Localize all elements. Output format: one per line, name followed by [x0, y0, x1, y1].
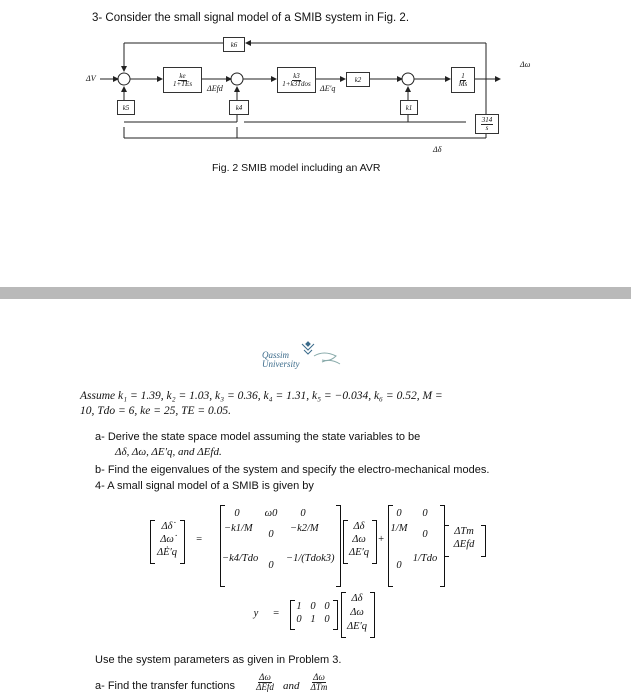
tf1: $\frac{\Delta\omega}{\text{ΔEfd}}$ — [256, 672, 274, 692]
a-13: 0 — [300, 508, 306, 519]
b-11: 0 — [396, 508, 402, 519]
efd-label: ΔEfd — [207, 84, 223, 93]
summing-junction-1 — [118, 73, 130, 85]
b-31: 0 — [396, 560, 402, 571]
out-state-1: Δδ — [351, 593, 363, 604]
a-21: −k1/M — [224, 523, 253, 534]
input-label: ΔV — [86, 74, 96, 83]
summing-junction-3 — [402, 73, 414, 85]
item-a-text: a- Derive the state space model assuming the state variables to be — [95, 431, 421, 443]
k4-block: k4 — [229, 100, 249, 115]
university-name: Qassim University — [262, 350, 300, 369]
c-22: 1 — [310, 614, 316, 625]
b-12: 0 — [422, 508, 428, 519]
delta-label: Δδ — [433, 145, 442, 154]
equals-sign: = — [195, 534, 203, 545]
b-32: 1/Tdo — [412, 553, 438, 564]
c-21: 0 — [296, 614, 302, 625]
a-11: 0 — [234, 508, 240, 519]
c-11: 1 — [296, 601, 302, 612]
output-label: Δω — [520, 60, 531, 69]
params-line-2: 10, Tdo = 6, ke = 25, TE = 0.05. — [80, 405, 232, 417]
page-separator — [0, 287, 631, 299]
inertia-block: $\frac{1}{Ms}$ — [451, 67, 475, 93]
item-b-text: b- Find the eigenvalues of the system and specify the electro-mechanical modes. — [95, 464, 490, 476]
summing-junction-2 — [231, 73, 243, 85]
equals-sign: = — [272, 608, 280, 619]
k2-block: k2 — [346, 72, 370, 87]
transfer-functions-text: a- Find the transfer functions — [95, 680, 236, 692]
y-label: y — [253, 608, 259, 619]
state-dot-2: Δω̇ — [160, 534, 174, 545]
field-block: $\frac{k3}{\text{1+k3Tdos}}$ — [277, 67, 316, 93]
state-dot-1: Δδ̇ — [161, 521, 173, 532]
b-21: 1/M — [390, 523, 408, 534]
a-32: 0 — [268, 560, 274, 571]
a-22: 0 — [268, 529, 274, 540]
integrator-block: $\frac{314}{s}$ — [475, 114, 499, 134]
k6-block: k6 — [223, 37, 245, 52]
input-1: ΔTm — [454, 526, 474, 537]
out-state-3: ΔE′q — [346, 621, 368, 632]
bracket — [333, 600, 338, 630]
a-31: −k4/Tdo — [222, 553, 259, 564]
a-33: −1/(Tdok3) — [286, 553, 335, 564]
out-state-2: Δω — [350, 607, 364, 618]
input-2: ΔEfd — [453, 539, 475, 550]
page-1 — [0, 0, 631, 287]
bracket — [481, 525, 486, 557]
c-12: 0 — [310, 601, 316, 612]
a-23: −k2/M — [290, 523, 319, 534]
plus-sign: + — [377, 534, 385, 545]
k5-block: k5 — [117, 100, 135, 115]
params-line-1: Assume k₁ = 1.39, k₂ = 1.03, k₃ = 0.36, k₄ = 1.31, k₅ = −0.034, k₆ = 0.52, M = — [80, 390, 443, 402]
tf2: $\frac{\Delta\omega}{\text{ΔTm}}$ — [310, 672, 328, 692]
c-13: 0 — [324, 601, 330, 612]
c-23: 0 — [324, 614, 330, 625]
state-3: ΔE′q — [348, 547, 370, 558]
question-3-title: 3- Consider the small signal model of a SMIB system in Fig. 2. — [92, 12, 410, 24]
bracket — [180, 520, 185, 564]
b-22: 0 — [422, 529, 428, 540]
k1-block: k1 — [400, 100, 418, 115]
bracket — [336, 505, 341, 587]
item-4-text: 4- A small signal model of a SMIB is given by — [95, 480, 314, 492]
state-1: Δδ — [353, 521, 365, 532]
state-2: Δω — [352, 534, 366, 545]
eq-label: ΔE′q — [320, 84, 336, 93]
a-12: ω0 — [264, 508, 278, 519]
use-params-text: Use the system parameters as given in Problem 3. — [95, 654, 342, 666]
figure-caption: Fig. 2 SMIB model including an AVR — [212, 162, 381, 174]
tf-and: and — [283, 680, 300, 692]
item-a-variables: Δδ, Δω, ΔE′q, and ΔEfd. — [115, 446, 222, 458]
exciter-block: $\frac{ke}{\text{1+TEs}}$ — [163, 67, 202, 93]
bracket — [370, 592, 375, 638]
state-dot-3: ΔĖ′q — [156, 547, 178, 558]
